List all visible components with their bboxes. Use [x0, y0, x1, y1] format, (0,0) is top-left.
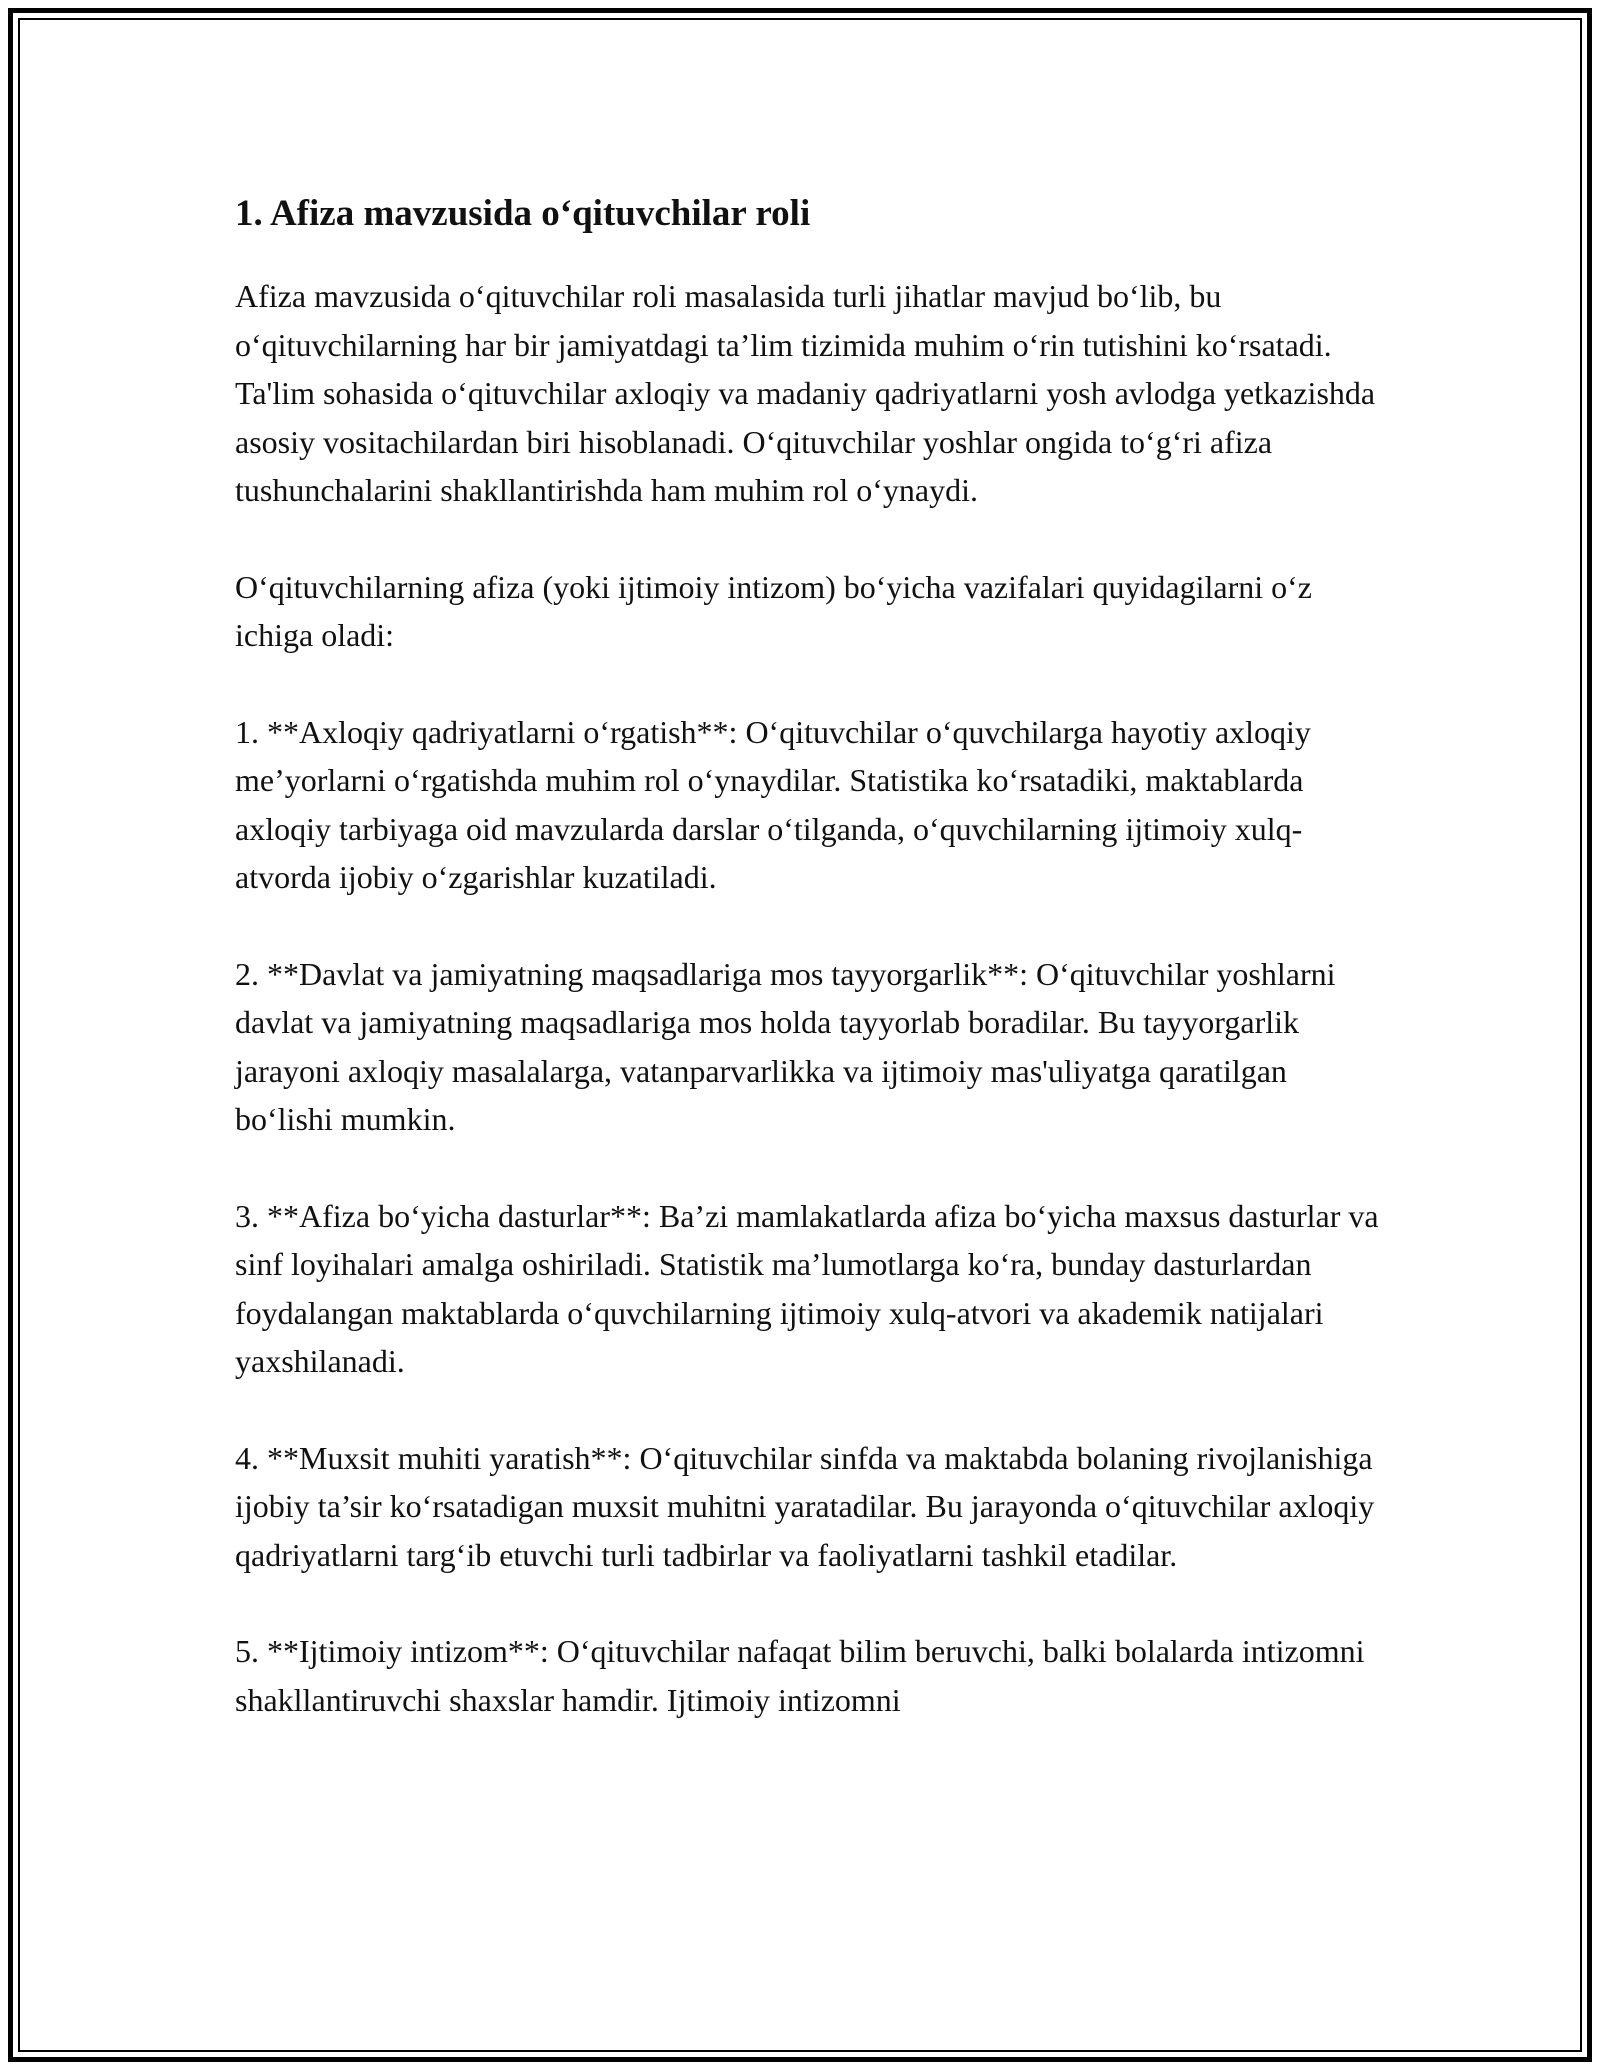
- list-item-2: 2. **Davlat va jamiyatning maqsadlariga mos tayyorgarlik**: O‘qituvchilar yoshlarni davlat va jamiyatning maqsadlariga mos holda tayyorlab boradilar. Bu tayyorgarlik jarayoni axloqiy masalalarga, vatanparvarlikka va ijtimoiy mas'uliyatga qaratilgan bo‘lishi mumkin.: [235, 955, 1336, 1137]
- list-item-4: 4. **Muxsit muhiti yaratish**: O‘qituvchilar sinfda va maktabda bolaning rivojlanishiga ijobiy ta’sir ko‘rsatadigan muxsit muhitni yaratadilar. Bu jarayonda o‘qituvchilar axloqiy qadriyatlarni targ‘ib etuvchi turli tadbirlar va faoliyatlarni tashkil etadilar.: [235, 1439, 1375, 1573]
- list-item-3: 3. **Afiza bo‘yicha dasturlar**: Ba’zi mamlakatlarda afiza bo‘yicha maxsus dasturlar va sinf loyihalari amalga oshiriladi. Statistik ma’lumotlarga ko‘ra, bunday dasturlardan foydalangan maktablarda o‘quvchilarning ijtimoiy xulq-atvori va akademik natijalari yaxshilanadi.: [235, 1197, 1379, 1379]
- list-item-5: 5. **Ijtimoiy intizom**: O‘qituvchilar nafaqat bilim beruvchi, balki bolalarda intizomni shakllantiruvchi shaxslar hamdir. Ijtimoiy intizomni: [235, 1633, 1365, 1718]
- list-item-1: 1. **Axloqiy qadriyatlarni o‘rgatish**: O‘qituvchilar o‘quvchilarga hayotiy axloqiy me’yorlarni o‘rgatishda muhim rol o‘ynaydilar. Statistika ko‘rsatadiki, maktablarda axloqiy tarbiyaga oid mavzularda darslar o‘tilganda, o‘quvchilarning ijtimoiy xulq-atvorda ijobiy o‘zgarishlar kuzatiladi.: [235, 713, 1311, 895]
- paragraph-intro: Afiza mavzusida o‘qituvchilar roli masalasida turli jihatlar mavjud bo‘lib, bu o‘qituvchilarning har bir jamiyatdagi ta’lim tizimida muhim o‘rin tutishini ko‘rsatadi. Ta'lim sohasida o‘qituvchilar axloqiy va madaniy qadriyatlarni yosh avlodga yetkazishda asosiy vositachilardan biri hisoblanadi. O‘qituvchilar yoshlar ongida to‘g‘ri afiza tushunchalarini shakllantirishda ham muhim rol o‘ynaydi.: [235, 278, 1376, 508]
- paragraph-duties-intro: O‘qituvchilarning afiza (yoki ijtimoiy intizom) bo‘yicha vazifalari quyidagilarni o‘z ichiga oladi:: [235, 568, 1312, 653]
- document-body: [235, 186, 1385, 1772]
- section-heading: 1. Afiza mavzusida o‘qituvchilar roli: [235, 193, 811, 234]
